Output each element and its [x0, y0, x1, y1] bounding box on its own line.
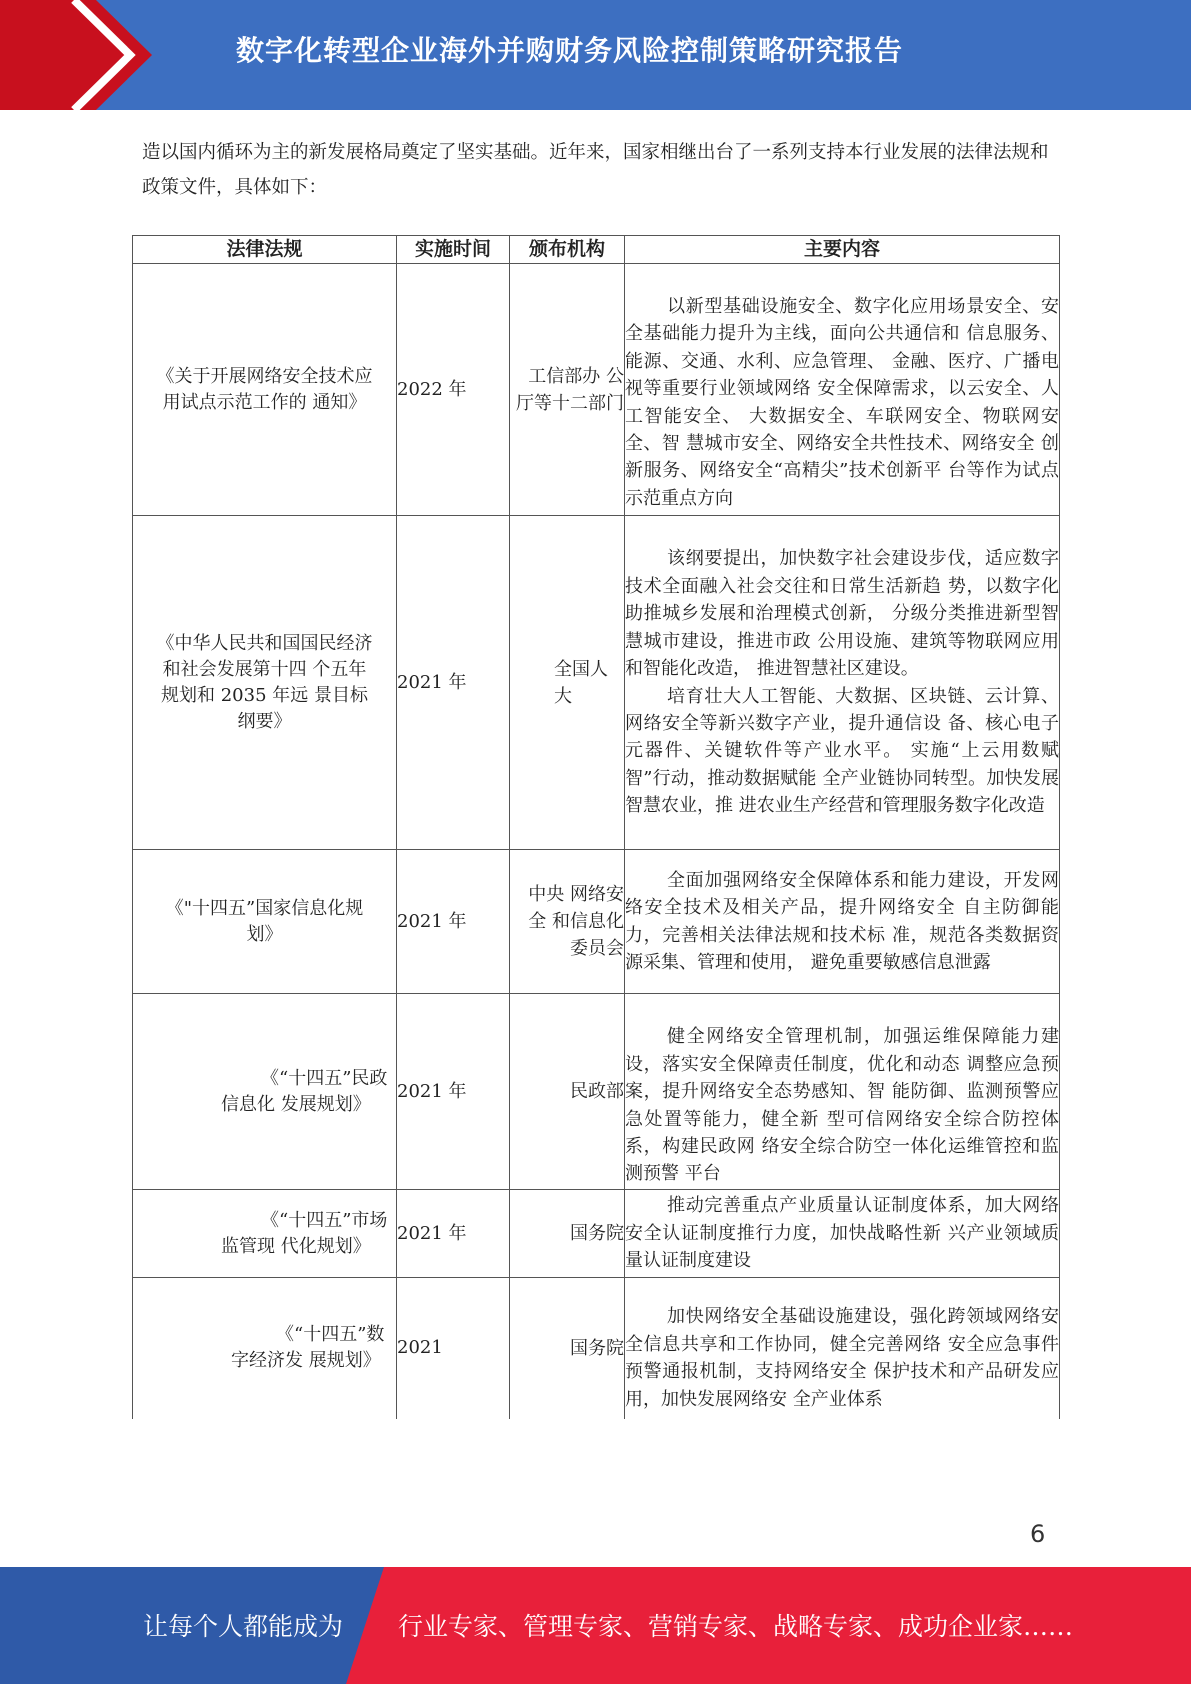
- time-cell: 2021 年: [397, 516, 510, 850]
- policy-table: [132, 235, 1060, 1419]
- content-paragraph: 以新型基础设施安全、数字化应用场景安全、安全基础能力提升为主线，面向公共通信和 信息服务、能源、交通、水利、应急管理、 金融、医疗、广播电视等重要行业领域网络 安全保障需求，以云安全、人工智能安全、 大数据安全、车联网安全、物联网安全、智 慧城市安全、网络安全共性技术、网络安全 创新服务、网络安全“高精尖”技术创新平 台等作为试点示范重点方向: [625, 295, 1059, 509]
- law-cell: [133, 1278, 397, 1419]
- content-paragraph: 健全网络安全管理机制，加强运维保障能力建设，落实安全保障责任制度，优化和动态 调整应急预案，提升网络安全态势感知、智 能防御、监测预警应急处置等能力，健全新 型可信网络安全综合防控体系，构建民政网 络安全综合防空一体化运维管控和监测预警 平台: [625, 1026, 1059, 1185]
- content-cell: [625, 264, 1060, 516]
- law-name: 《"十四五”国家信息化规划》: [165, 897, 364, 945]
- law-cell: [133, 1190, 397, 1278]
- org-cell: [510, 850, 625, 994]
- intro-paragraph: 造以国内循环为主的新发展格局奠定了坚实基础。近年来，国家相继出台了一系列支持本行业发展的法律法规和政策文件，具体如下：: [142, 142, 1049, 198]
- column-header-org: 颁布机构: [510, 236, 625, 264]
- content-cell: [625, 994, 1060, 1190]
- footer-slogan-right: 行业专家、管理专家、营销专家、战略专家、成功企业家……: [398, 1612, 1074, 1641]
- time-cell: 2021: [397, 1278, 510, 1419]
- content-cell: [625, 1278, 1060, 1419]
- org-name: 中央 网络安全 和信息化 委员会: [528, 884, 624, 959]
- content-paragraph: 该纲要提出，加快数字社会建设步伐，适应数字技术全面融入社会交往和日常生活新趋 势，以数字化助推城乡发展和治理模式创新， 分级分类推进新型智慧城市建设，推进市政 公用设施、建筑等物联网应用和智能化改造， 推进智慧社区建设。: [625, 548, 1059, 680]
- content-paragraph: 推动完善重点产业质量认证制度体系，加大网络安全认证制度推行力度，加快战略性新 兴产业领域质量认证制度建设: [625, 1195, 1059, 1272]
- content-paragraph: 培育壮大人工智能、大数据、区块链、云计算、网络安全等新兴数字产业，提升通信设 备、核心电子元器件、关键软件等产业水平。 实施“上云用数赋智”行动，推动数据赋能 全产业链协同转型。加快发展智慧农业，推 进农业生产经营和管理服务数字化改造: [625, 685, 1059, 817]
- law-cell: [133, 516, 397, 850]
- time-cell: 2021 年: [397, 1190, 510, 1278]
- content-cell: [625, 1190, 1060, 1278]
- org-name: 工信部办 公厅等十二部门: [516, 365, 624, 414]
- org-cell: 国务院: [510, 1278, 625, 1419]
- table-row: [133, 1190, 1060, 1278]
- content-cell: [625, 850, 1060, 994]
- org-cell: 国务院: [510, 1190, 625, 1278]
- time-cell: 2021 年: [397, 994, 510, 1190]
- page-footer: [0, 1567, 1191, 1684]
- page-header: [0, 0, 1191, 110]
- law-cell: [133, 994, 397, 1190]
- footer-slogan-left: 让每个人都能成为: [143, 1612, 344, 1641]
- table-header-row: [133, 236, 1060, 264]
- table-row: [133, 516, 1060, 850]
- law-name: 《“十四五”数字经济发 展规划》: [231, 1324, 385, 1372]
- law-cell: [133, 850, 397, 994]
- column-header-time: 实施时间: [397, 236, 510, 264]
- law-name: 《关于开展网络安全技术应用试点示范工作的 通知》: [156, 365, 373, 413]
- time-cell: 2022 年: [397, 264, 510, 516]
- law-name: 《中华人民共和国国民经济和社会发展第十四 个五年规划和 2035 年远 景目标纲要》: [156, 632, 373, 732]
- column-header-content: 主要内容: [625, 236, 1060, 264]
- table-row: [133, 994, 1060, 1190]
- content-paragraph: 加快网络安全基础设施建设，强化跨领域网络安全信息共享和工作协同，健全完善网络 安全应急事件预警通报机制，支持网络安全 保护技术和产品研发应用，加快发展网络安 全产业体系: [625, 1306, 1059, 1410]
- table-row: [133, 850, 1060, 994]
- law-name: 《“十四五”市场监管现 代化规划》: [221, 1209, 388, 1257]
- page-number: 6: [1030, 1520, 1046, 1548]
- org-cell: 民政部: [510, 994, 625, 1190]
- report-title: 数字化转型企业海外并购财务风险控制策略研究报告: [236, 34, 904, 67]
- org-cell: [510, 264, 625, 516]
- law-cell: [133, 264, 397, 516]
- org-cell: [510, 516, 625, 850]
- column-header-law: 法律法规: [133, 236, 397, 264]
- org-name: 全国人大: [554, 658, 608, 707]
- time-cell: 2021 年: [397, 850, 510, 994]
- table-row: [133, 264, 1060, 516]
- content-paragraph: 全面加强网络安全保障体系和能力建设，开发网络安全技术及相关产品，提升网络安全 自主防御能力，完善相关法律法规和技术标 准，规范各类数据资源采集、管理和使用， 避免重要敏感信息泄露: [625, 869, 1059, 973]
- table-row: [133, 1278, 1060, 1419]
- content-cell: [625, 516, 1060, 850]
- law-name: 《“十四五”民政信息化 发展规划》: [221, 1067, 388, 1115]
